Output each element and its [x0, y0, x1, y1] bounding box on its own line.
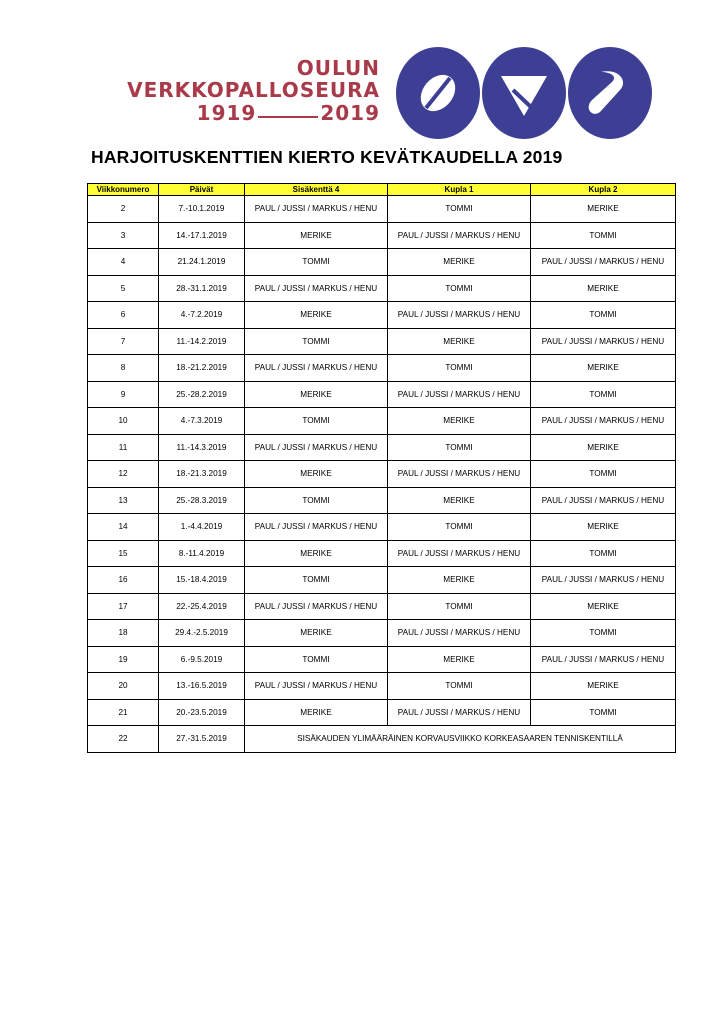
- cell-week: 4: [88, 249, 159, 276]
- cell-dates: 27.-31.5.2019: [159, 726, 245, 753]
- cell-court4: TOMMI: [245, 646, 388, 673]
- table-row: [88, 434, 676, 461]
- cell-court4: PAUL / JUSSI / MARKUS / HENU: [245, 434, 388, 461]
- org-name-line1: OULUN: [296, 56, 380, 80]
- cell-week: 16: [88, 567, 159, 594]
- cell-bubble1: PAUL / JUSSI / MARKUS / HENU: [388, 381, 531, 408]
- cell-court4: MERIKE: [245, 540, 388, 567]
- cell-week: 7: [88, 328, 159, 355]
- cell-dates: 25.-28.3.2019: [159, 487, 245, 514]
- cell-bubble1: PAUL / JUSSI / MARKUS / HENU: [388, 540, 531, 567]
- cell-week: 11: [88, 434, 159, 461]
- cell-week: 17: [88, 593, 159, 620]
- cell-bubble1: MERIKE: [388, 408, 531, 435]
- cell-bubble2: MERIKE: [531, 434, 676, 461]
- ovs-logo: [396, 46, 652, 140]
- col-header-bubble2: Kupla 2: [531, 184, 676, 196]
- cell-week: 22: [88, 726, 159, 753]
- cell-bubble2: TOMMI: [531, 540, 676, 567]
- col-header-week: Viikkonumero: [88, 184, 159, 196]
- cell-court4: TOMMI: [245, 249, 388, 276]
- table-row: [88, 461, 676, 488]
- cell-bubble1: MERIKE: [388, 249, 531, 276]
- col-header-dates: Päivät: [159, 184, 245, 196]
- table-row: [88, 302, 676, 329]
- cell-week: 8: [88, 355, 159, 382]
- cell-bubble1: PAUL / JUSSI / MARKUS / HENU: [388, 302, 531, 329]
- cell-bubble1: TOMMI: [388, 673, 531, 700]
- schedule-table: [87, 183, 676, 753]
- year-divider: [258, 116, 318, 118]
- cell-dates: 18.-21.3.2019: [159, 461, 245, 488]
- cell-bubble1: TOMMI: [388, 275, 531, 302]
- cell-court4: MERIKE: [245, 699, 388, 726]
- cell-week: 2: [88, 196, 159, 223]
- year-end: 2019: [320, 101, 380, 125]
- cell-court4: PAUL / JUSSI / MARKUS / HENU: [245, 593, 388, 620]
- cell-bubble2: TOMMI: [531, 620, 676, 647]
- cell-court4: MERIKE: [245, 381, 388, 408]
- cell-bubble1: TOMMI: [388, 196, 531, 223]
- cell-week: 10: [88, 408, 159, 435]
- cell-dates: 18.-21.2.2019: [159, 355, 245, 382]
- cell-bubble1: PAUL / JUSSI / MARKUS / HENU: [388, 461, 531, 488]
- cell-bubble2: PAUL / JUSSI / MARKUS / HENU: [531, 567, 676, 594]
- cell-bubble1: MERIKE: [388, 328, 531, 355]
- cell-bubble2: MERIKE: [531, 355, 676, 382]
- cell-bubble1: PAUL / JUSSI / MARKUS / HENU: [388, 222, 531, 249]
- table-row: [88, 540, 676, 567]
- cell-court4: PAUL / JUSSI / MARKUS / HENU: [245, 355, 388, 382]
- cell-bubble1: MERIKE: [388, 646, 531, 673]
- cell-bubble1: PAUL / JUSSI / MARKUS / HENU: [388, 620, 531, 647]
- org-years: [110, 101, 380, 125]
- table-row: [88, 249, 676, 276]
- cell-bubble2: TOMMI: [531, 461, 676, 488]
- cell-bubble1: PAUL / JUSSI / MARKUS / HENU: [388, 699, 531, 726]
- cell-bubble2: TOMMI: [531, 302, 676, 329]
- cell-dates: 7.-10.1.2019: [159, 196, 245, 223]
- cell-final-note: SISÄKAUDEN YLIMÄÄRÄINEN KORVAUSVIIKKO KORKEASAAREN TENNISKENTILLÄ: [245, 726, 676, 753]
- cell-dates: 4.-7.3.2019: [159, 408, 245, 435]
- cell-dates: 11.-14.3.2019: [159, 434, 245, 461]
- table-row: [88, 381, 676, 408]
- cell-bubble2: MERIKE: [531, 593, 676, 620]
- table-row: [88, 567, 676, 594]
- cell-week: 21: [88, 699, 159, 726]
- table-row: [88, 514, 676, 541]
- col-header-court4: Sisäkenttä 4: [245, 184, 388, 196]
- cell-bubble2: MERIKE: [531, 673, 676, 700]
- col-header-bubble1: Kupla 1: [388, 184, 531, 196]
- cell-court4: MERIKE: [245, 461, 388, 488]
- cell-dates: 8.-11.4.2019: [159, 540, 245, 567]
- year-start: 1919: [196, 101, 257, 125]
- table-row: [88, 620, 676, 647]
- table-row: [88, 328, 676, 355]
- cell-court4: TOMMI: [245, 567, 388, 594]
- cell-dates: 4.-7.2.2019: [159, 302, 245, 329]
- cell-bubble2: PAUL / JUSSI / MARKUS / HENU: [531, 249, 676, 276]
- cell-bubble1: MERIKE: [388, 567, 531, 594]
- cell-bubble2: PAUL / JUSSI / MARKUS / HENU: [531, 328, 676, 355]
- table-row: [88, 196, 676, 223]
- cell-dates: 15.-18.4.2019: [159, 567, 245, 594]
- cell-bubble2: PAUL / JUSSI / MARKUS / HENU: [531, 646, 676, 673]
- table-row: [88, 355, 676, 382]
- cell-court4: TOMMI: [245, 408, 388, 435]
- cell-court4: PAUL / JUSSI / MARKUS / HENU: [245, 514, 388, 541]
- cell-dates: 28.-31.1.2019: [159, 275, 245, 302]
- cell-week: 6: [88, 302, 159, 329]
- cell-court4: TOMMI: [245, 328, 388, 355]
- cell-court4: MERIKE: [245, 222, 388, 249]
- table-row: [88, 646, 676, 673]
- cell-bubble1: TOMMI: [388, 355, 531, 382]
- cell-week: 20: [88, 673, 159, 700]
- table-row: [88, 487, 676, 514]
- cell-bubble1: MERIKE: [388, 487, 531, 514]
- cell-court4: PAUL / JUSSI / MARKUS / HENU: [245, 196, 388, 223]
- cell-bubble2: PAUL / JUSSI / MARKUS / HENU: [531, 408, 676, 435]
- table-row: [88, 673, 676, 700]
- cell-court4: PAUL / JUSSI / MARKUS / HENU: [245, 275, 388, 302]
- cell-week: 18: [88, 620, 159, 647]
- cell-week: 19: [88, 646, 159, 673]
- cell-week: 3: [88, 222, 159, 249]
- cell-court4: PAUL / JUSSI / MARKUS / HENU: [245, 673, 388, 700]
- cell-dates: 25.-28.2.2019: [159, 381, 245, 408]
- document-title: HARJOITUSKENTTIEN KIERTO KEVÄTKAUDELLA 2019: [91, 147, 563, 167]
- cell-week: 15: [88, 540, 159, 567]
- cell-dates: 14.-17.1.2019: [159, 222, 245, 249]
- cell-bubble2: MERIKE: [531, 275, 676, 302]
- cell-week: 13: [88, 487, 159, 514]
- cell-dates: 11.-14.2.2019: [159, 328, 245, 355]
- cell-dates: 29.4.-2.5.2019: [159, 620, 245, 647]
- cell-bubble1: TOMMI: [388, 593, 531, 620]
- cell-dates: 20.-23.5.2019: [159, 699, 245, 726]
- table-row: [88, 593, 676, 620]
- cell-dates: 21.24.1.2019: [159, 249, 245, 276]
- table-header-row: [88, 184, 676, 196]
- cell-week: 12: [88, 461, 159, 488]
- cell-bubble2: MERIKE: [531, 196, 676, 223]
- cell-court4: MERIKE: [245, 620, 388, 647]
- cell-court4: TOMMI: [245, 487, 388, 514]
- table-row-final: [88, 726, 676, 753]
- cell-court4: MERIKE: [245, 302, 388, 329]
- cell-bubble1: TOMMI: [388, 514, 531, 541]
- cell-week: 5: [88, 275, 159, 302]
- org-name-line2: VERKKOPALLOSEURA: [127, 78, 380, 102]
- cell-week: 9: [88, 381, 159, 408]
- cell-bubble2: TOMMI: [531, 381, 676, 408]
- org-name: [110, 57, 380, 125]
- cell-week: 14: [88, 514, 159, 541]
- table-row: [88, 222, 676, 249]
- table-row: [88, 699, 676, 726]
- cell-bubble2: MERIKE: [531, 514, 676, 541]
- cell-bubble1: TOMMI: [388, 434, 531, 461]
- table-row: [88, 408, 676, 435]
- table-row: [88, 275, 676, 302]
- cell-dates: 22.-25.4.2019: [159, 593, 245, 620]
- cell-bubble2: PAUL / JUSSI / MARKUS / HENU: [531, 487, 676, 514]
- cell-bubble2: TOMMI: [531, 699, 676, 726]
- cell-dates: 6.-9.5.2019: [159, 646, 245, 673]
- cell-dates: 1.-4.4.2019: [159, 514, 245, 541]
- cell-bubble2: TOMMI: [531, 222, 676, 249]
- cell-dates: 13.-16.5.2019: [159, 673, 245, 700]
